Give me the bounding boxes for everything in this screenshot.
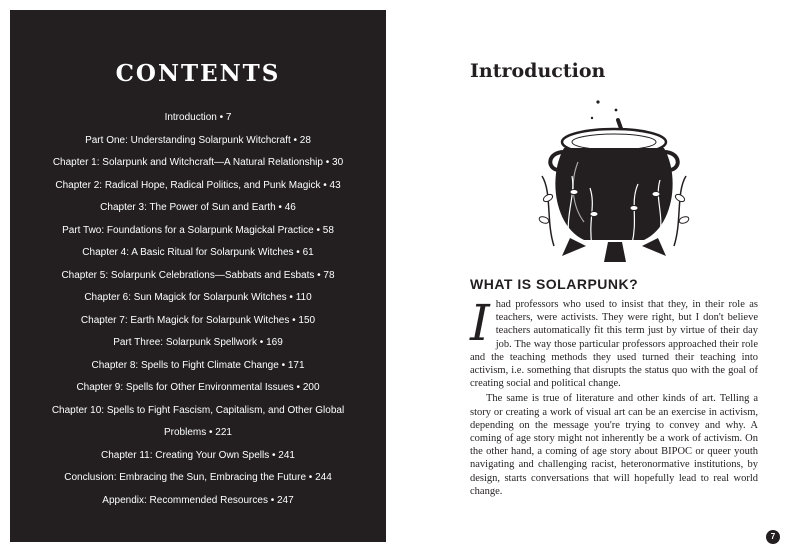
toc-entry: Conclusion: Embracing the Sun, Embracing the Future • 244 <box>64 472 332 483</box>
drop-cap: I <box>470 294 490 352</box>
page-number-badge: 7 <box>766 530 780 544</box>
toc-entry: Chapter 10: Spells to Fight Fascism, Capitalism, and Other Global <box>51 404 345 416</box>
contents-page <box>10 10 386 542</box>
toc-entry: Chapter 1: Solarpunk and Witchcraft—A Natural Relationship • 30 <box>52 157 344 168</box>
toc-entry: Chapter 4: A Basic Ritual for Solarpunk Witches • 61 <box>82 247 314 258</box>
toc-entry: Chapter 8: Spells to Fight Climate Change • 171 <box>91 359 305 371</box>
toc-entry: Chapter 3: The Power of Sun and Earth • 46 <box>100 202 296 213</box>
toc-entry: Part Three: Solarpunk Spellwork • 169 <box>113 337 283 348</box>
paragraph-2: The same is true of literature and other kinds of art. Telling a story or creating a work of visual art can be an exercise in activism, depending on the message you're trying to convey and why. A coming of age story might not inherently be a work of activism. On the other hand, a coming of age story about BIPOC or queer youth navigating and challenging racist, heteronormative institutions, by design, starts conversations that will hopefully lead to real world change. <box>470 393 758 497</box>
toc-entry: Chapter 2: Radical Hope, Radical Politics, and Punk Magick • 43 <box>55 179 341 191</box>
toc-entry: Chapter 5: Solarpunk Celebrations—Sabbats and Esbats • 78 <box>61 269 335 281</box>
cauldron-illustration <box>534 96 694 264</box>
toc-entry: Chapter 7: Earth Magick for Solarpunk Witches • 150 <box>80 314 316 326</box>
toc-entry: Part Two: Foundations for a Solarpunk Magickal Practice • 58 <box>62 224 334 236</box>
toc-entry: Chapter 11: Creating Your Own Spells • 241 <box>101 449 295 461</box>
toc-entry: Appendix: Recommended Resources • 247 <box>102 494 294 506</box>
toc-entry: Part One: Understanding Solarpunk Witchcraft • 28 <box>85 134 311 146</box>
paragraph-1-text: had professors who used to insist that they, in their role as teachers, were activists. They were right, but I don't believe teachers automatically fit this term just by virtue of their day job. The way those particular professors approached their role and the teaching methods they used turned their teaching into activism, i.e. something that disrupts the status quo with the goal of creating social and political change. <box>470 299 758 390</box>
introduction-title: Introduction <box>470 60 606 82</box>
paragraph-1 <box>470 294 758 390</box>
toc-entry: Introduction • 7 <box>164 112 232 123</box>
contents-list <box>16 107 380 512</box>
toc-entry: Problems • 221 <box>164 427 232 438</box>
introduction-page <box>424 10 800 542</box>
toc-entry: Chapter 9: Spells for Other Environmental Issues • 200 <box>76 382 320 393</box>
section-heading: WHAT IS SOLARPUNK? <box>470 276 639 292</box>
body-text <box>470 294 758 498</box>
contents-title: CONTENTS <box>115 60 281 87</box>
toc-entry: Chapter 6: Sun Magick for Solarpunk Witches • 110 <box>84 292 312 303</box>
